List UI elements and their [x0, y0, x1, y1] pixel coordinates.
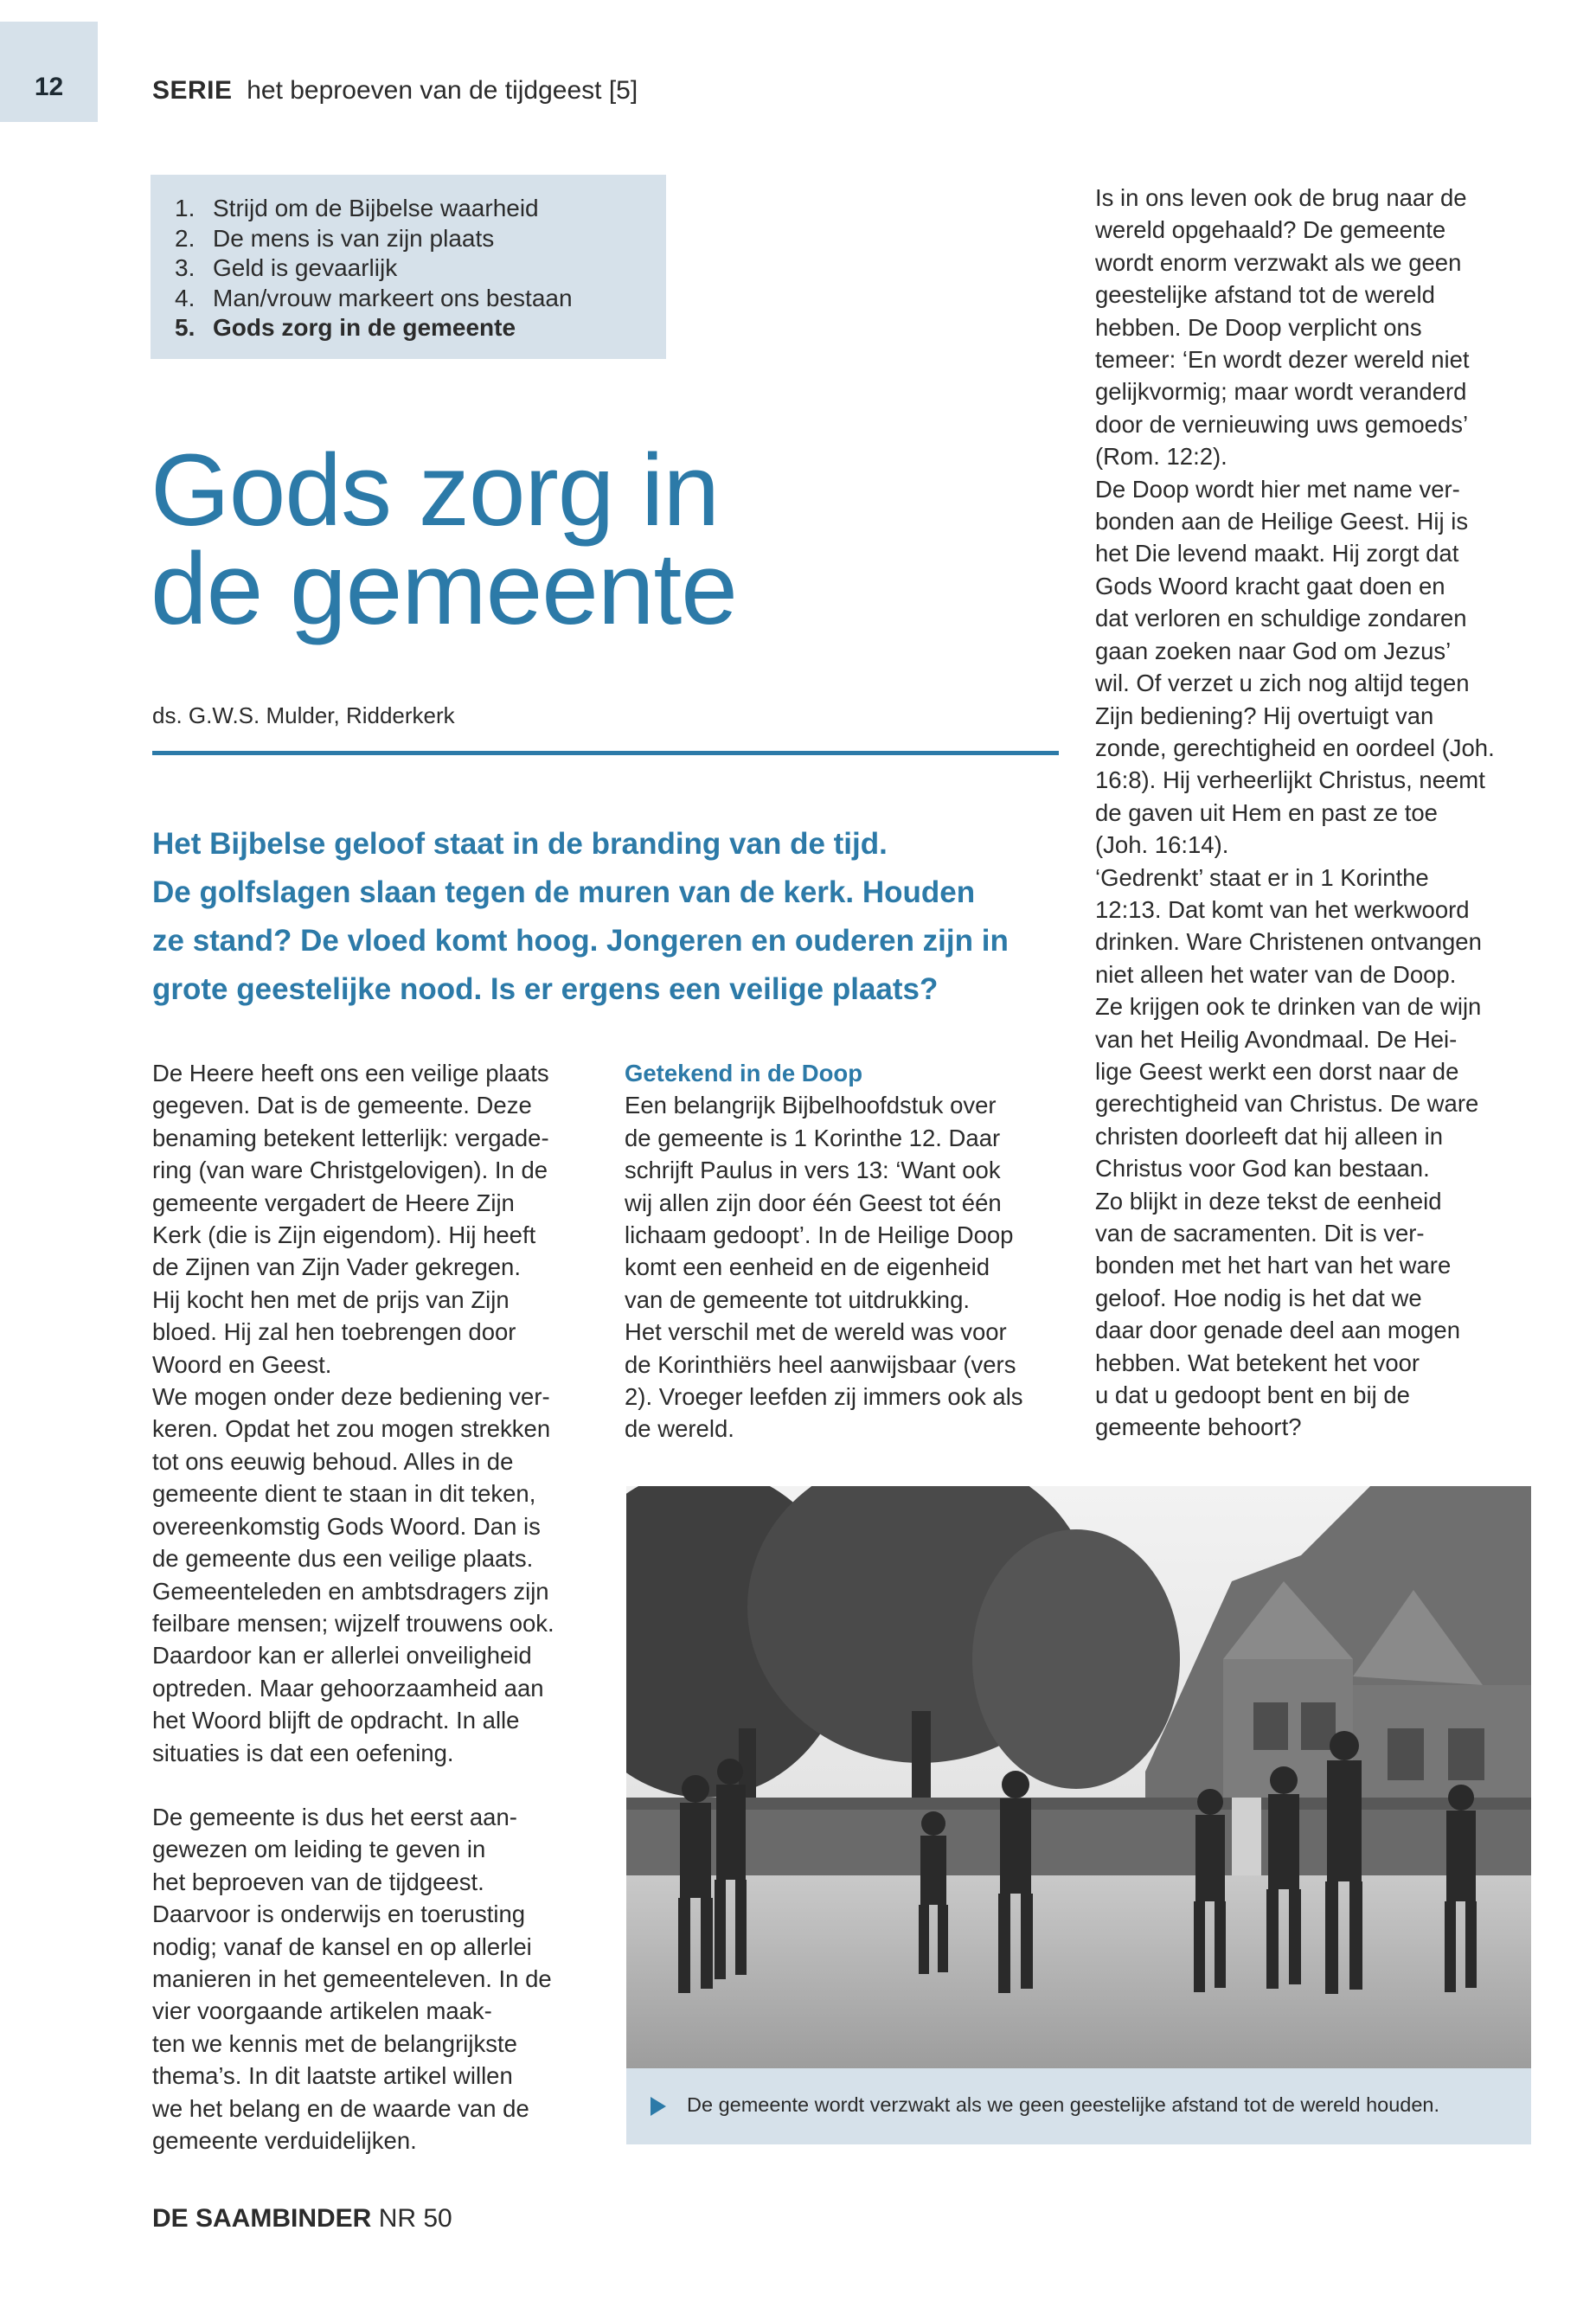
text-line: gemeente verduidelijken.: [152, 2127, 417, 2154]
text-line: vier voorgaande artikelen maak-: [152, 1997, 492, 2025]
text-line: lige Geest werkt een dorst naar de: [1095, 1057, 1459, 1085]
text-line: geestelijke afstand tot de wereld: [1095, 281, 1435, 309]
text-line: Christus voor God kan bestaan.: [1095, 1155, 1430, 1183]
text-line: van het Heilig Avondmaal. De Hei-: [1095, 1025, 1458, 1053]
text-line: bloed. Hij zal hen toebrengen door: [152, 1318, 516, 1346]
text-line: nodig; vanaf de kansel en op allerlei: [152, 1932, 532, 1960]
text-line: wij allen zijn door één Geest tot één: [625, 1189, 1002, 1216]
text-line: de Korinthiërs heel aanwijsbaar (vers: [625, 1350, 1016, 1378]
text-line: zonde, gerechtigheid en oordeel (Joh.: [1095, 734, 1495, 761]
text-line: het Woord blijft de opdracht. In alle: [152, 1707, 520, 1734]
issue-number: NR 50: [378, 2204, 452, 2233]
text-line: niet alleen het water van de Doop.: [1095, 960, 1457, 988]
text-line: tot ons eeuwig behoud. Alles in de: [152, 1447, 514, 1475]
text-line: wereld opgehaald? De gemeente: [1095, 216, 1446, 244]
series-label: SERIE: [152, 76, 233, 105]
page-number-box: [0, 22, 98, 122]
subheading: Getekend in de Doop: [625, 1060, 863, 1086]
footer: [152, 2204, 452, 2234]
text-line: 12:13. Dat komt van het werkwoord: [1095, 895, 1470, 923]
text-line: keren. Opdat het zou mogen strekken: [152, 1415, 551, 1443]
lead-paragraph: Het Bijbelse geloof staat in de branding van de tijd. De golfslagen slaan tegen de muren van de kerk. Houden ze stand? De vloed komt hoog. Jongeren en ouderen zijn in grote geestelijke nood. Is er ergens een veilige plaats?: [152, 827, 1009, 1006]
text-line: Zijn bediening? Hij overtuigt van: [1095, 702, 1434, 729]
text-line: temeer: ‘En wordt dezer wereld niet: [1095, 346, 1470, 374]
text-line: Gods Woord kracht gaat doen en: [1095, 572, 1445, 599]
text-line: de wereld.: [625, 1415, 734, 1443]
text-line: van de sacramenten. Dit is ver-: [1095, 1220, 1425, 1247]
text-line: dat verloren en schuldige zondaren: [1095, 605, 1467, 632]
text-line: hebben. Wat betekent het voor: [1095, 1349, 1420, 1376]
text-line: bonden aan de Heilige Geest. Hij is: [1095, 508, 1469, 535]
toc-item: 3. Geld is gevaarlijk: [175, 254, 398, 281]
photo-caption: De gemeente wordt verzwakt als we geen geestelijke afstand tot de wereld houden.: [687, 2093, 1440, 2116]
text-line: daar door genade deel aan mogen: [1095, 1317, 1461, 1344]
text-line: de gemeente dus een veilige plaats.: [152, 1545, 534, 1573]
page-number: 12: [34, 73, 64, 101]
series-toc: [151, 175, 666, 359]
text-line: 2). Vroeger leefden zij immers ook als: [625, 1383, 1023, 1411]
text-line: Woord en Geest.: [152, 1350, 332, 1378]
text-line: De Doop wordt hier met name ver-: [1095, 475, 1460, 503]
text-line: komt een eenheid en de eigenheid: [625, 1253, 990, 1281]
text-line: De gemeente is dus het eerst aan-: [152, 1803, 517, 1830]
text-line: Ze krijgen ook te drinken van de wijn: [1095, 993, 1482, 1021]
text-line: Zo blijkt in deze tekst de eenheid: [1095, 1187, 1442, 1215]
caption-arrow-icon: [651, 2097, 666, 2116]
text-line: de Zijnen van Zijn Vader gekregen.: [152, 1253, 521, 1281]
text-line: gerechtigheid van Christus. De ware: [1095, 1090, 1479, 1118]
text-line: van de gemeente tot uitdrukking.: [625, 1285, 971, 1313]
text-line: feilbare mensen; wijzelf trouwens ook.: [152, 1609, 554, 1637]
text-line: De Heere heeft ons een veilige plaats: [152, 1060, 549, 1086]
text-line: Een belangrijk Bijbelhoofdstuk over: [625, 1092, 997, 1119]
text-line: gemeente dient te staan in dit teken,: [152, 1480, 536, 1508]
series-header: [152, 76, 638, 106]
text-line: bonden met het hart van het ware: [1095, 1252, 1452, 1279]
article-photo: [626, 1486, 1531, 2068]
text-line: situaties is dat een oefening.: [152, 1739, 454, 1766]
text-line: we het belang en de waarde van de: [152, 2094, 529, 2122]
text-line: gaan zoeken naar God om Jezus’: [1095, 637, 1452, 664]
text-line: gewezen om leiding te geven in: [152, 1836, 486, 1863]
text-line: het Die levend maakt. Hij zorgt dat: [1095, 540, 1459, 567]
text-line: Kerk (die is Zijn eigendom). Hij heeft: [152, 1221, 536, 1249]
text-line: Daarvoor is onderwijs en toerusting: [152, 1900, 526, 1928]
text-line: benaming betekent letterlijk: vergade-: [152, 1124, 549, 1151]
text-line: overeenkomstig Gods Woord. Dan is: [152, 1512, 541, 1540]
text-line: geloof. Hoe nodig is het dat we: [1095, 1284, 1422, 1311]
text-line: wil. Of verzet u zich nog altijd tegen: [1095, 670, 1470, 697]
text-line: optreden. Maar gehoorzaamheid aan: [152, 1674, 544, 1702]
text-line: We mogen onder deze bediening ver-: [152, 1383, 550, 1411]
text-line: hebben. De Doop verplicht ons: [1095, 313, 1422, 341]
body-column-3: [1095, 182, 1545, 1444]
text-line: gelijkvormig; maar wordt veranderd: [1095, 378, 1467, 406]
text-line: ring (van ware Christgelovigen). In de: [152, 1157, 548, 1184]
byline: ds. G.W.S. Mulder, Ridderkerk: [152, 702, 455, 728]
text-line: thema’s. In dit laatste artikel willen: [152, 2062, 513, 2090]
text-line: Gemeenteleden en ambtsdragers zijn: [152, 1577, 549, 1605]
toc-item: 4. Man/vrouw markeert ons bestaan: [175, 284, 573, 311]
text-line: wordt enorm verzwakt als we geen: [1095, 248, 1462, 276]
text-line: de gaven uit Hem en past ze toe: [1095, 798, 1438, 826]
text-line: (Joh. 16:14).: [1095, 831, 1229, 859]
text-line: Is in ons leven ook de brug naar de: [1095, 184, 1467, 211]
article-title: Gods zorg in de gemeente: [151, 433, 737, 646]
text-line: manieren in het gemeenteleven. In de: [152, 1965, 552, 1992]
text-line: 16:8). Hij verheerlijkt Christus, neemt: [1095, 766, 1485, 794]
text-line: Daardoor kan er allerlei onveiligheid: [152, 1642, 532, 1670]
text-line: het beproeven van de tijdgeest.: [152, 1868, 484, 1895]
text-line: gemeente vergadert de Heere Zijn: [152, 1189, 515, 1216]
text-line: Het verschil met de wereld was voor: [625, 1318, 1007, 1346]
text-line: Hij kocht hen met de prijs van Zijn: [152, 1285, 510, 1313]
title-rule: [152, 751, 1059, 755]
text-line: ten we kennis met de belangrijkste: [152, 2029, 517, 2057]
text-line: (Rom. 12:2).: [1095, 443, 1227, 471]
body-column-2: [625, 1057, 1066, 1445]
toc-item: 2. De mens is van zijn plaats: [175, 224, 495, 252]
toc-item: 1. Strijd om de Bijbelse waarheid: [175, 195, 539, 221]
body-column-1: [152, 1057, 593, 2157]
text-line: gemeente behoort?: [1095, 1413, 1302, 1441]
series-title: het beproeven van de tijdgeest [5]: [247, 76, 638, 105]
text-line: lichaam gedoopt’. In de Heilige Doop: [625, 1221, 1014, 1249]
text-line: de gemeente is 1 Korinthe 12. Daar: [625, 1124, 1001, 1151]
text-line: drinken. Ware Christenen ontvangen: [1095, 928, 1482, 956]
toc-item-current: 5. Gods zorg in de gemeente: [175, 314, 516, 341]
text-line: door de vernieuwing uws gemoeds’: [1095, 410, 1469, 438]
text-line: gegeven. Dat is de gemeente. Deze: [152, 1092, 532, 1119]
text-line: ‘Gedrenkt’ staat er in 1 Korinthe: [1095, 863, 1429, 891]
text-line: schrijft Paulus in vers 13: ‘Want ook: [625, 1157, 1001, 1184]
publication-name: DE SAAMBINDER: [152, 2204, 372, 2233]
text-line: christen doorleeft dat hij alleen in: [1095, 1122, 1444, 1150]
text-line: u dat u gedoopt bent en bij de: [1095, 1381, 1410, 1409]
